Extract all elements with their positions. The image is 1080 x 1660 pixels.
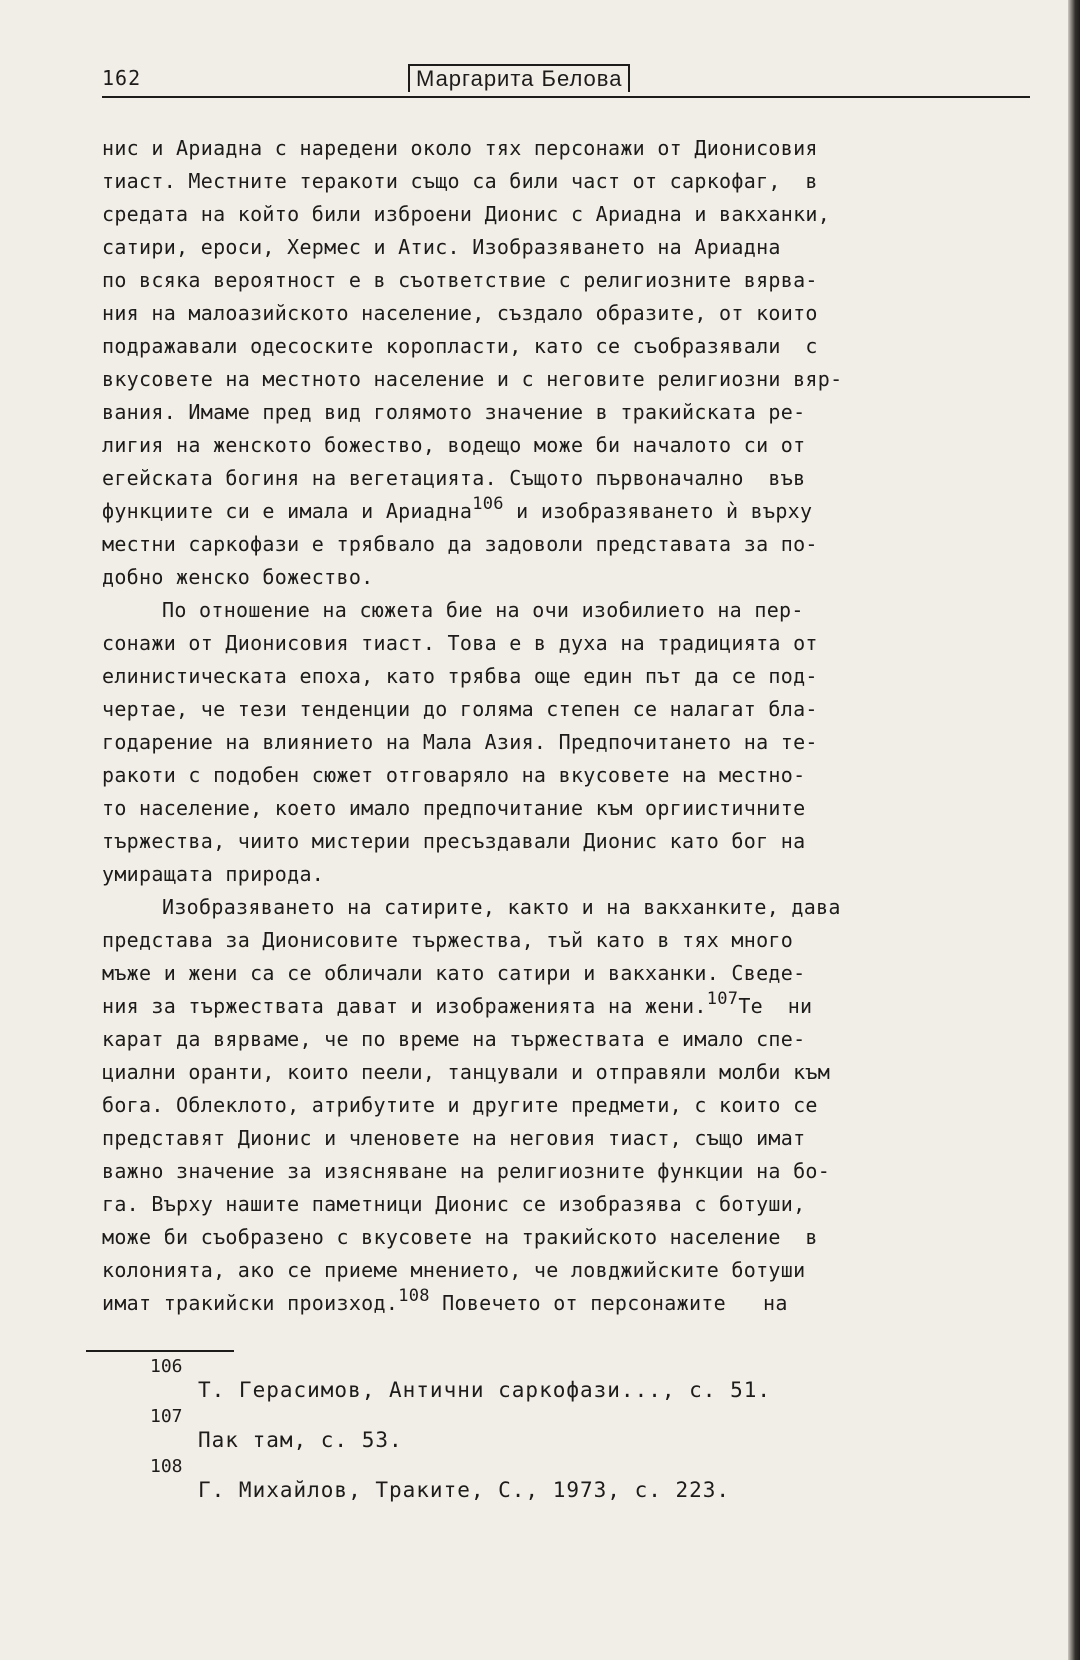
- text-segment: Повечето от персонажите на: [429, 1291, 788, 1315]
- footnote-text: Г. Михайлов, Траките, С., 1973, с. 223.: [198, 1478, 731, 1502]
- text-line: [102, 990, 1032, 1023]
- text-line: [102, 1287, 1032, 1320]
- text-line: подражавали одесоските коропласти, като се съобразявали с: [102, 334, 818, 358]
- page-number: 162: [102, 66, 142, 90]
- text-line: нис и Ариадна с наредени около тях персонажи от Дионисовия: [102, 136, 818, 160]
- text-line: то население, което имало предпочитание към оргиистичните: [102, 796, 806, 820]
- text-line: тиаст. Местните теракоти също са били част от саркофаг, в: [102, 169, 818, 193]
- text-segment: ния за тържествата дават и изображенията на жени.: [102, 994, 707, 1018]
- text-line: [102, 495, 1032, 528]
- text-line: по всяка вероятност е в съответствие с религиозните вярва-: [102, 268, 818, 292]
- text-line: ния на малоазийското население, създало образите, от които: [102, 301, 818, 325]
- text-line: га. Върху нашите паметници Дионис се изобразява с ботуши,: [102, 1192, 806, 1216]
- text-segment: имат тракийски произход.: [102, 1291, 399, 1315]
- text-line: годарение на влиянието на Мала Азия. Предпочитането на те-: [102, 730, 818, 754]
- text-line: циални оранти, които пеели, танцували и отправяли молби към: [102, 1060, 831, 1084]
- text-line: умиращата природа.: [102, 862, 325, 886]
- text-line: добно женско божество.: [102, 565, 374, 589]
- footnote-108: [150, 1456, 950, 1506]
- text-line: карат да вярваме, че по време на тържествата е имало спе-: [102, 1027, 806, 1051]
- text-line: вания. Имаме пред вид голямото значение в тракийската ре-: [102, 400, 806, 424]
- text-segment: функциите си е имала и Ариадна: [102, 499, 473, 523]
- footnote-107: [150, 1406, 950, 1456]
- text-line: колонията, ако се приеме мнението, че ловджийските ботуши: [102, 1258, 806, 1282]
- text-line: средата на който били изброени Дионис с Ариадна и вакханки,: [102, 202, 831, 226]
- footnote-number: 107: [150, 1406, 183, 1427]
- footnote-number: 108: [150, 1456, 183, 1477]
- text-line: егейската богиня на вегетацията. Същото първоначално във: [102, 466, 806, 490]
- text-line: местни саркофази е трябвало да задоволи представата за по-: [102, 532, 818, 556]
- header-rule: [102, 96, 1030, 98]
- footnotes: [150, 1356, 950, 1506]
- footnote-text: Пак там, с. 53.: [198, 1428, 403, 1452]
- text-line: представят Дионис и членовете на неговия тиаст, също имат: [102, 1126, 806, 1150]
- text-line: може би съобразено с вкусовете на тракийското население в: [102, 1225, 818, 1249]
- text-line: лигия на женското божество, водещо може би началото си от: [102, 433, 806, 457]
- running-title: Маргарита Белова: [408, 64, 630, 92]
- text-line: сатири, ероси, Хермес и Атис. Изобразяването на Ариадна: [102, 235, 781, 259]
- footnote-text: Т. Герасимов, Антични саркофази..., с. 51.: [198, 1378, 772, 1402]
- footnote-rule: [86, 1350, 234, 1352]
- text-line: важно значение за изясняване на религиозните функции на бо-: [102, 1159, 831, 1183]
- page-header: [102, 66, 1030, 100]
- text-segment: и изобразяването ѝ върху: [503, 499, 813, 523]
- footnote-number: 106: [150, 1356, 183, 1377]
- text-line: мъже и жени са се обличали като сатири и вакханки. Сведе-: [102, 961, 806, 985]
- text-line: сонажи от Дионисовия тиаст. Това е в духа на традицията от: [102, 631, 818, 655]
- text-line: елинистическата епоха, като трябва още един път да се под-: [102, 664, 818, 688]
- text-segment: Те ни: [738, 994, 813, 1018]
- body-text: [102, 132, 1032, 1320]
- text-line: бога. Облеклото, атрибутите и другите предмети, с които се: [102, 1093, 818, 1117]
- page-edge: [1068, 0, 1080, 1660]
- footnote-ref-106: 106: [472, 494, 504, 514]
- footnote-ref-107: 107: [706, 989, 739, 1009]
- text-line: вкусовете на местното население и с неговите религиозни вяр-: [102, 367, 843, 391]
- text-line: чертае, че тези тенденции до голяма степен се налагат бла-: [102, 697, 818, 721]
- text-line: ракоти с подобен сюжет отговаряло на вкусовете на местно-: [102, 763, 806, 787]
- text-line: представа за Дионисовите тържества, тъй като в тях много: [102, 928, 794, 952]
- footnote-ref-108: 108: [398, 1286, 430, 1306]
- text-line: тържества, чиито мистерии пресъздавали Дионис като бог на: [102, 829, 806, 853]
- text-line: Изобразяването на сатирите, както и на вакханките, дава: [162, 895, 841, 919]
- text-line: По отношение на сюжета бие на очи изобилието на пер-: [162, 598, 804, 622]
- footnote-106: [150, 1356, 950, 1406]
